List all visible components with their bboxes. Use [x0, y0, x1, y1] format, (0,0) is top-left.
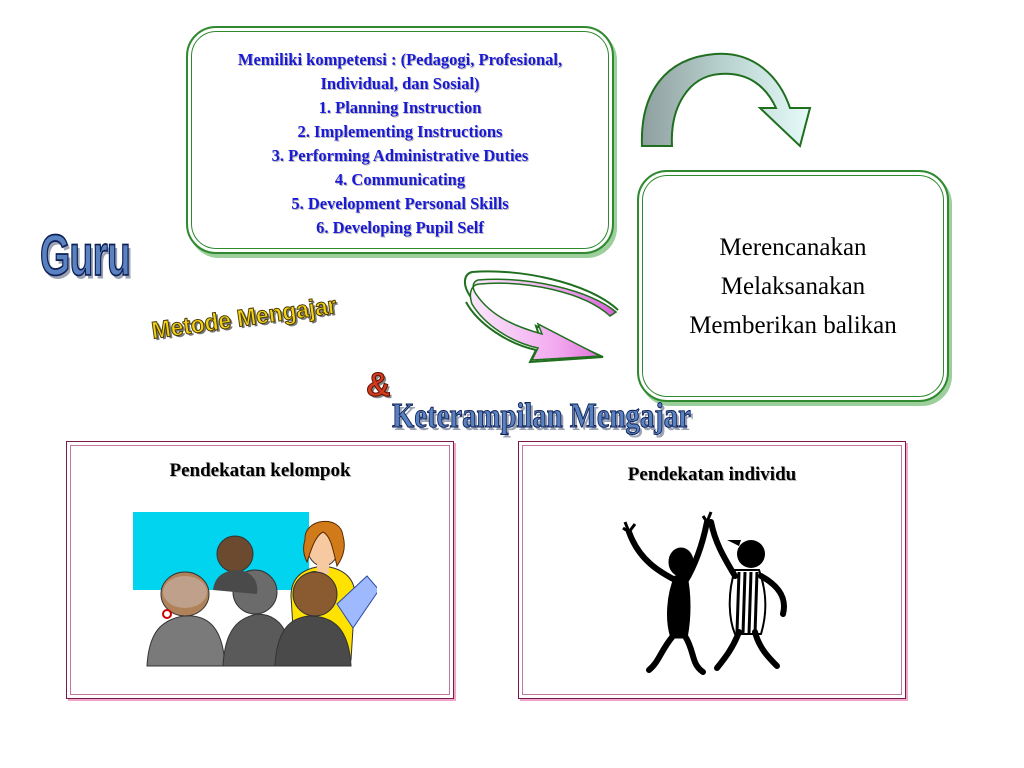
competency-line-5: 4. Communicating [334, 170, 466, 189]
activity-text [639, 228, 947, 345]
ampersand-label: & [366, 366, 391, 404]
competency-line-0: Memiliki kompetensi : (Pedagogi, Profesional, [237, 50, 563, 69]
competency-line-3: 2. Implementing Instructions [297, 122, 503, 141]
striped-figure [711, 522, 784, 668]
competency-line-2: 1. Planning Instruction [318, 98, 482, 117]
keterampilan-mengajar-label: Keterampilan Mengajar [392, 396, 691, 435]
curved-arrow-middle [458, 262, 628, 367]
competency-line-6: 5. Development Personal Skills [291, 194, 509, 213]
curved-arrow-top [630, 38, 850, 158]
activity-line-1: Melaksanakan [720, 273, 866, 300]
group-approach-box [66, 441, 454, 699]
competency-line-1: Individual, dan Sosial) [320, 74, 480, 93]
metode-mengajar-label: Metode Mengajar [150, 292, 339, 345]
competency-box [186, 26, 614, 254]
competency-text [188, 48, 612, 240]
activity-line-0: Merencanakan [719, 234, 867, 261]
guru-label: Guru [40, 223, 131, 288]
individual-approach-title: Pendekatan individu [627, 464, 797, 485]
individual-approach-box [518, 441, 906, 699]
competency-line-7: 6. Developing Pupil Self [316, 218, 484, 237]
competency-line-4: 3. Performing Administrative Duties [271, 146, 529, 165]
teacher-classroom-illustration [127, 510, 377, 668]
activity-box [637, 170, 949, 402]
activity-line-2: Memberikan balikan [689, 312, 897, 339]
black-figure [623, 512, 711, 672]
dancing-figures-illustration [619, 502, 809, 682]
group-approach-title: Pendekatan kelompok [169, 460, 351, 481]
